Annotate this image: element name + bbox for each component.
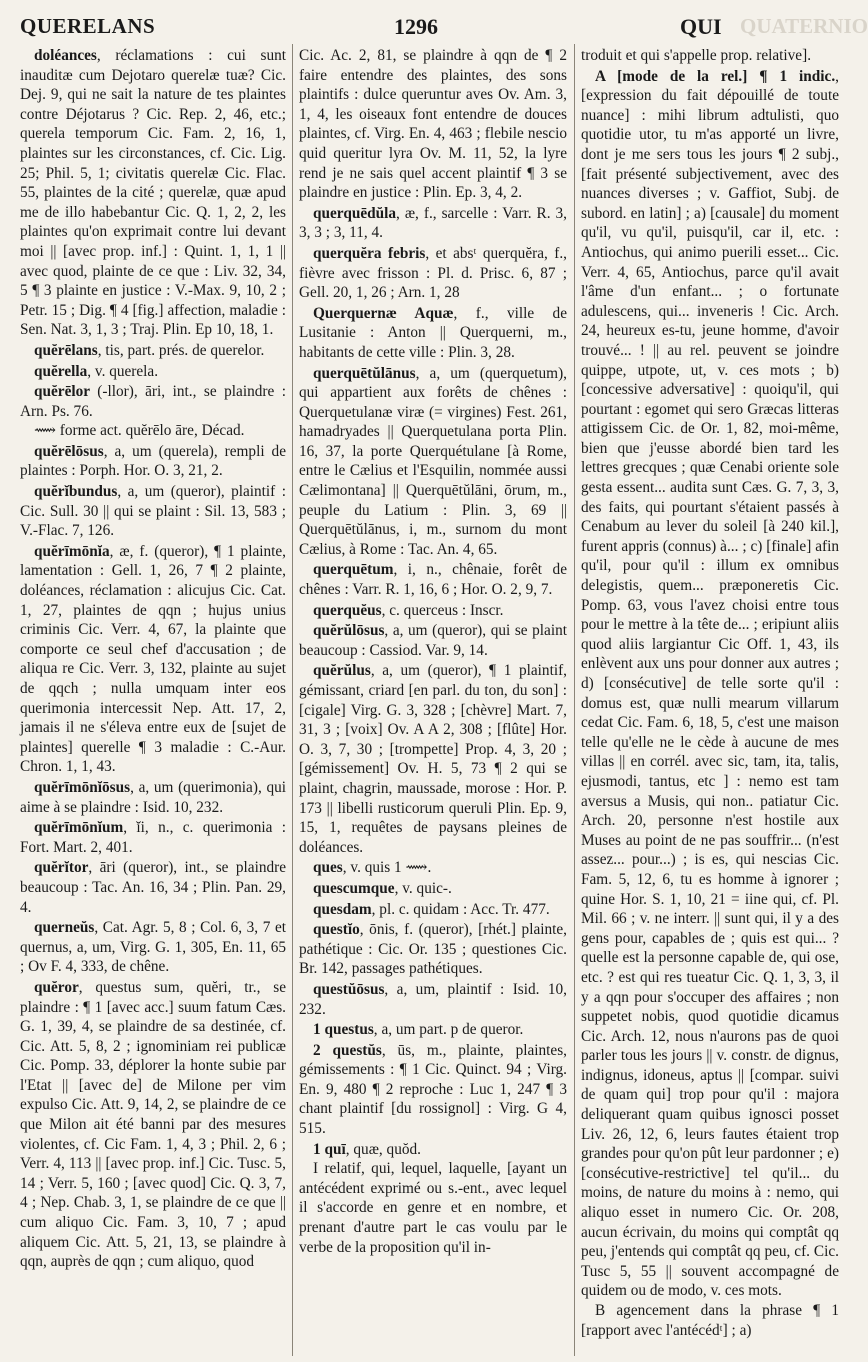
headword: quĕrĭtor — [34, 859, 89, 877]
headword: doléances — [34, 47, 97, 64]
dictionary-entry — [20, 382, 286, 441]
headword: querquētum — [313, 561, 394, 579]
entry-paragraph: 2 questŭs, ūs, m., plainte, plaintes, gémissements : ¶ 1 Cic. Quinct. 94 ; Virg. En. 9, 480 ¶ 2 reproche : Luc 1, 247 ¶ 3 chant plaintif [du rossignol] : Virg. G 4, 515. — [299, 1041, 567, 1138]
entry-paragraph: querneŭs, Cat. Agr. 5, 8 ; Col. 6, 3, 7 et quernus, a, um, Virg. G. 1, 305, En. 11, 65 ; Ov F. 4, 333, de chêne. — [20, 919, 286, 976]
headword: querquĕra febris — [313, 244, 426, 262]
entry-paragraph: querquēdŭla, æ, f., sarcelle : Varr. R. 3, 3, 3 ; 3, 11, 4. — [299, 204, 567, 242]
entry-paragraph: quĕrēlōsus, a, um (querela), rempli de plaintes : Porph. Hor. O. 3, 21, 2. — [20, 442, 286, 480]
entry-paragraph: Querquernæ Aquæ, f., ville de Lusitanie : Anton || Querquerni, m., habitants de cette ville : Plin. 3, 28. — [299, 304, 567, 361]
headword: Querquernæ Aquæ — [313, 304, 454, 322]
page-number: 1296 — [394, 14, 438, 39]
entry-paragraph: questŭōsus, a, um, plaintif : Isid. 10, 232. — [299, 980, 567, 1018]
headword: quĕror — [34, 978, 79, 996]
dictionary-entry — [299, 900, 567, 920]
headword: quĕrella — [34, 362, 88, 380]
column-3 — [581, 46, 839, 1356]
header-left-word: QUERELANS — [20, 14, 156, 38]
dictionary-entry — [299, 1140, 567, 1258]
column-divider — [292, 44, 293, 1356]
headword: quĕrŭlus — [313, 662, 371, 680]
entry-paragraph: A [mode de la rel.] ¶ 1 indic., [expression du fait dépouillé de toute nuance] : mihi librum adtulisti, quo quotidie utor, tu m'as apporté un livre, dont je me sers tous les jours ¶ 2 subj., [fait présenté subjectivement, avec des nuances diverses ; v. Gaffiot, Subj. de subord. en latin] ; a) [causale] du moment qu'il, vu qu'il, puisqu'il, car il, etc. : Antiochus, qui animo puerili esset... Cic. Verr. 4, 65, Antiochus, parce qu'il avait l'âme d'un enfant... ; o fortunate adulescens, qui... inveneris ! Cic. Arch. 24, heureux es-tu, jeune homme, d'avoir trouvé... ! || au rel. peuvent se joindre quippe, utpote, ut, v. ces mots ; b) [concessive adversative] : quoiqu'il, qui pourtant : egomet qui sero Græcas litteras attigissem Cic. de Or. 1, 82, moi-même, bien que j'eusse abordé bien tard les lettres grecques ; quæ Cenabi oriente sole gesta essent... audita sunt Cæs. G. 7, 3, 3, des faits, qui pourtant s'étaient passés à Cenabum au lever du soleil [à 240 kil.], furent appris (connus) à... ; c) [finale] afin qu'il, pour qu'il : illum ex omnibus delegistis, quem... præponeretis Cic. Pomp. 63, vous l'avez choisi entre tous pour le mettre à la tête de... ; eripiunt aliis quod aliis largiantur Cic Off. 1, 43, ils enlèvent aux uns pour donner aux autres ; d) [consécutive] de telle sorte qu'il : domus est, quæ nulli mearum villarum cedat Cic. Fam. 6, 18, 5, c'est une maison telle qu'elle ne le cède à aucune de mes villas || en corrél. avec sic, tam, ita, talis, ejusmodi, tantus, etc ] : nemo est tam aversus a Musis, qui non.. patiatur Cic. Arch. 20, personne n'est hostile aux Muses au point de ne pas souffrir... (n'est assez... pour...) ; is es, qui nescias Cic. Fam. 5, 12, 6, tu es homme à ignorer ; quine Hor. S. 1, 10, 21 = iine qui, cf. Pl. Mil. 66 ; v. ne interr. || sunt qui, il y a des gens pour, capables de ; quis est qui... ? quelle est la personne capable de, qui ose, etc. ? est qui res tueatur Cic. Q. 1, 3, 3, il y a qqn pour s'occuper des affaires ; non suppetet nobis, quod quotidie dicamus Cic. Arch. 12, nous n'aurons pas de quoi parler tous les jours || v. constr. de dignus, indignus, idoneus, aptus || [compar. suivi de quam qui] trop pour qu'il : majora deliquerant quam quibus ignosci posset Liv. 26, 12, 6, leurs fautes étaient trop grandes pour qu'on pût leur pardonner ; e) [consécutive-restrictive] tel qu'il... du moins, de nature du moins à : nemo, qui aliquo esset in numero Cic. Or. 208, aucun écrivain, du moins qui comptât qq peu, j'entends qui comptât qq peu, cf. Cic. Tusc 5, 55 || souvent accompagné de quidem ou de modo, v. ces mots. — [581, 67, 839, 1300]
headword: quĕrēlor — [34, 383, 98, 401]
headword: querquēdŭla — [313, 204, 397, 222]
entry-paragraph: querquētum, i, n., chênaie, forêt de chênes : Varr. R. 1, 16, 6 ; Hor. O. 2, 9, 7. — [299, 561, 567, 599]
dictionary-entry — [299, 858, 567, 878]
entry-paragraph: querquĕus, c. querceus : Inscr. — [313, 601, 504, 619]
dictionary-entry — [299, 304, 567, 363]
entry-paragraph: quĕrīmōnĭum, ĭi, n., c. querimonia : Fort. Mart. 2, 401. — [20, 819, 286, 856]
headword: questĭo — [313, 921, 360, 939]
headword: quĕrīmōnĭa — [34, 542, 110, 560]
entry-paragraph: 1 questus, a, um part. p de queror. — [313, 1021, 524, 1039]
entry-paragraph: quĕrēlans, tis, part. prés. de querelor. — [34, 341, 265, 359]
dictionary-entry — [299, 879, 567, 899]
dictionary-entry — [299, 661, 567, 857]
entry-paragraph: B agencement dans la phrase ¶ 1 [rapport avec l'antécédᵗ] ; a) — [581, 1302, 839, 1339]
entry-paragraph: quĕrĭtor, āri (queror), int., se plaindre beaucoup : Tac. An. 16, 34 ; Plin. Pan. 29, 4. — [20, 859, 286, 916]
dictionary-entry — [20, 858, 286, 917]
headword: querquĕus — [313, 601, 382, 619]
dictionary-entry — [299, 601, 567, 621]
page-header — [20, 8, 868, 42]
dictionary-entry — [299, 920, 567, 979]
dictionary-entry — [299, 244, 567, 303]
column-divider — [574, 44, 575, 1356]
entry-paragraph: troduit et qui s'appelle prop. relative]. — [581, 47, 812, 64]
headword: quesdam — [313, 900, 372, 918]
entry-paragraph: quĕrĭbundus, a, um (queror), plaintif : Cic. Sull. 30 || qui se plaint : Sil. 13, 583 ; V.-Flac. 7, 126. — [20, 483, 286, 540]
headword: quĕrīmōnĭum — [34, 819, 124, 837]
dictionary-entry — [299, 46, 567, 203]
dictionary-entry — [20, 46, 286, 340]
entry-paragraph: ⟿ forme act. quĕrēlo āre, Décad. — [34, 422, 245, 440]
headword: quĕrŭlōsus — [313, 622, 385, 640]
dictionary-entry — [20, 442, 286, 481]
dictionary-entry — [581, 46, 839, 66]
entry-paragraph: quesdam, pl. c. quidam : Acc. Tr. 477. — [313, 900, 550, 918]
dictionary-entry — [20, 918, 286, 977]
dictionary-entry — [20, 778, 286, 817]
dictionary-entry — [299, 364, 567, 560]
headword: querneŭs — [34, 919, 95, 937]
entry-paragraph: ques, v. quis 1 ⟿. — [313, 859, 432, 877]
entry-paragraph: querquĕra febris, et absᵗ querquĕra, f., fièvre avec frisson : Pl. d. Prisc. 6, 87 ; Gell. 20, 1, 26 ; Arn. 1, 28 — [299, 244, 567, 302]
entry-paragraph: 1 quī, quæ, quŏd. — [313, 1140, 421, 1158]
entry-paragraph: quĕrella, v. querela. — [34, 362, 159, 380]
entry-paragraph: I relatif, qui, lequel, laquelle, [ayant un antécédent exprimé ou s.-ent., avec lequel il s'accorde en genre et en nombre, et prenant d'autre part le cas voulu par le verbe de la proposition qu'il in- — [299, 1160, 567, 1256]
dictionary-entry — [20, 482, 286, 541]
entry-paragraph: Cic. Ac. 2, 81, se plaindre à qqn de ¶ 2 faire entendre des plaintes, des sons plaintifs : dulce queruntur aves Ov. Am. 3, 1, 4, les oiseaux font entendre de douces plaintes, cf. Virg. En. 4, 463 ; flebile nescio quid queritur lyra Ov. M. 11, 52, la lyre rend je ne sais quel accent plaintif ¶ 3 se plaindre en justice : Plin. Ep. 3, 4, 2. — [299, 47, 567, 202]
headword: questŭōsus — [313, 980, 385, 998]
dictionary-entry — [299, 980, 567, 1019]
headword: 1 quī — [313, 1140, 346, 1158]
entry-paragraph: quĕrīmōnĭōsus, a, um (querimonia), qui aime à se plaindre : Isid. 10, 232. — [20, 778, 286, 816]
column-1 — [20, 46, 286, 1356]
header-right-word: QUI — [680, 14, 722, 39]
headword: 2 questŭs — [313, 1041, 382, 1059]
entry-paragraph: quĕrēlor (-llor), āri, int., se plaindre : Arn. Ps. 76. — [20, 383, 286, 420]
headword: ques — [313, 859, 343, 877]
dictionary-entry — [299, 1041, 567, 1139]
dictionary-entry — [581, 67, 839, 1341]
entry-paragraph: questĭo, ōnis, f. (queror), [rhét.] plainte, pathétique : Cic. Or. 135 ; questiones Cic. Br. 142, passages pathétiques. — [299, 921, 567, 978]
dictionary-entry — [299, 1020, 567, 1040]
headword: quĕrĭbundus — [34, 483, 118, 501]
headword: quescumque — [313, 879, 395, 897]
headword: 1 questus — [313, 1021, 374, 1039]
headword: A [mode de la rel.] ¶ 1 indic. — [595, 67, 836, 85]
entry-paragraph: querquētŭlānus, a, um (querquetum), qui appartient aux forêts de chênes : Querquetulanæ viræ (= virgines) Fest. 261, hamadryades || Querquetulana porta Plin. 16, 37, la porte Querquétulane [à Rome, entre le Cælius et l'Esquilin, nommée aussi Cælimontana] || Querquētŭlāni, ōrum, m., peuple du Latium : Plin. 3, 69 || Querquētŭlānus, i, m., surnom du mont Cælius, à Rome : Tac. An. 4, 65. — [299, 364, 567, 558]
dictionary-entry — [20, 362, 286, 382]
column-2 — [299, 46, 567, 1356]
dictionary-entry — [299, 621, 567, 660]
headword: quĕrīmōnĭōsus — [34, 778, 131, 796]
dictionary-entry — [299, 560, 567, 599]
headword: quĕrēlans — [34, 341, 98, 359]
dictionary-entry — [20, 542, 286, 777]
dictionary-entry — [20, 341, 286, 361]
bleed-through-header: QUATERNIO — [740, 14, 868, 38]
dictionary-entry — [20, 818, 286, 857]
headword: quĕrēlōsus — [34, 442, 104, 460]
entry-paragraph: quĕrŭlōsus, a, um (queror), qui se plaint beaucoup : Cassiod. Var. 9, 14. — [299, 622, 567, 659]
headword: querquētŭlānus — [313, 364, 416, 382]
entry-paragraph: quescumque, v. quic-. — [313, 879, 452, 897]
entry-paragraph: quĕrīmōnĭa, æ, f. (queror), ¶ 1 plainte, lamentation : Gell. 1, 26, 7 ¶ 2 plainte, doléances, réclamation : alicujus Cic. Cat. 1, 27, plaintes de qqn ; hujus unius criminis Cic. Verr. 4, 67, la plainte que comporte ce seul chef d'accusation ; de aliqua re Cic. Verr. 3, 132, plainte au sujet de qqch ; nulla umquam inter eos querimonia intercessit Nep. Att. 17, 2, jamais il ne s'éleva entre eux de [sujet de plaintes] querelle ¶ 3 maladie : C.-Aur. Chron. 1, 1, 43. — [20, 542, 286, 776]
dictionary-entry — [299, 204, 567, 243]
entry-paragraph: doléances, réclamations : cui sunt inauditæ cum Dejotaro querelæ tuæ? Cic. Dej. 9, qui ne sait la nature de tes plaintes contre Déjotarus ? Cic. Rep. 2, 46, etc.; querela temporum Cic. Fam. 2, 16, 1, plaintes sur les circonstances, cf. Cic. Lig. 25; Phil. 5, 1; civitatis querelæ Cic. Flac. 55, plaintes de la cité ; querelæ, quæ apud me de illo habebantur Cic. Q. 1, 2, 2, les plaintes qu'on exprimait contre lui devant moi || [avec prop. inf.] : Quint. 1, 1, 1 || avec quod, plainte de ce que : Liv. 32, 34, 5 ¶ 3 plainte en justice : V.-Max. 9, 10, 2 ; Petr. 15 ; Dig. ¶ 4 [fig.] affection, maladie : Sen. Nat. 3, 1, 3 ; Traj. Plin. Ep 10, 18, 1. — [20, 47, 286, 339]
dictionary-entry — [20, 978, 286, 1272]
entry-paragraph: quĕror, questus sum, quĕri, tr., se plaindre : ¶ 1 [avec acc.] suum fatum Cæs. G. 1, 39, 4, se plaindre de sa destinée, cf. Cic. Att. 5, 8, 2 ; ignominiam rei publicæ Cic. Pomp. 33, déplorer la honte subie par l'Etat || [avec de] de Milone per vim expulso Cic. Att. 9, 14, 2, se plaindre de ce que Milon ait été banni par des mesures violentes, cf. Cic Fam. 1, 4, 3 ; Phil. 2, 6 ; Verr. 4, 113 || [avec prop. inf.] Cic. Tusc. 5, 14 ; Verr. 5, 160 ; [avec quod] Cic. Q. 3, 7, 4 ; Nep. Chab. 3, 1, se plaindre de ce que || cum aliquo Cic. Fam. 3, 10, 7 ; apud aliquem Cic. Att. 5, 21, 13, se plaindre à qqn, auprès de qqn ; cum aliquo, quod — [20, 978, 286, 1271]
entry-paragraph: quĕrŭlus, a, um (queror), ¶ 1 plaintif, gémissant, criard [en parl. du ton, du son] : [cigale] Virg. G. 3, 328 ; [chèvre] Mart. 7, 31, 3 ; [voix] Ov. A A 2, 308 ; [flûte] Hor. O. 3, 7, 30 ; [trompette] Prop. 4, 3, 20 ; [gémissement] Ov. H. 5, 73 ¶ 2 qui se plaint, chagrin, maussade, morose : Hor. P. 173 || libelli rusticorum queruli Plin. Ep. 9, 15, 1, requêtes de paysans pleines de doléances. — [299, 662, 567, 856]
